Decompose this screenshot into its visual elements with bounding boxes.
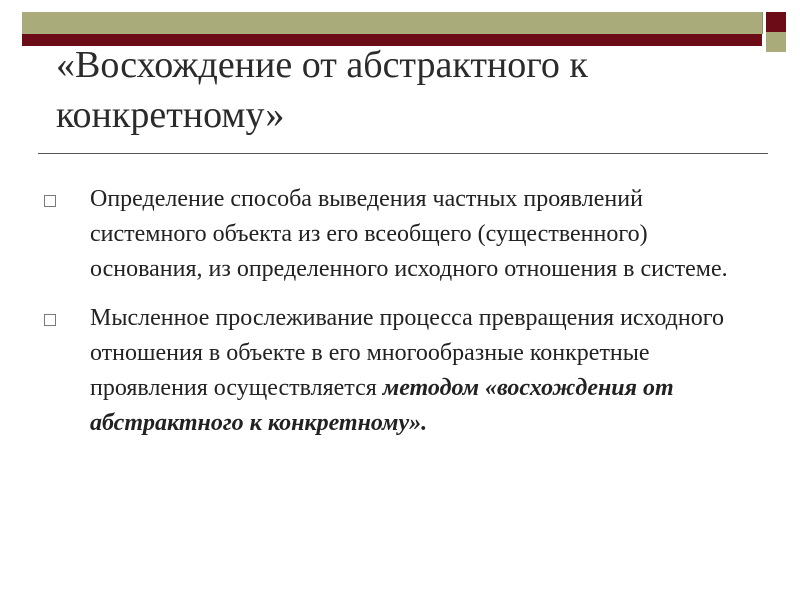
- bullet-item: [40, 182, 740, 287]
- bullet-text-emphasis: методом «восхождения от абстрактного к конкретному».: [90, 375, 674, 436]
- bullet-text: Определение способа выведения частных проявлений системного объекта из его всеобщего (существенного) основания, из определенного исходного отношения в системе.: [90, 186, 728, 282]
- header-band-olive: [22, 12, 763, 34]
- bullet-text: Мысленное прослеживание процесса превращения исходного отношения в объекте в его многообразные конкретные проявления осуществляется: [90, 305, 724, 401]
- square-bullet-icon: [44, 314, 56, 326]
- corner-square-maroon: [766, 12, 786, 32]
- slide-title: [56, 40, 756, 140]
- bullet-item: [40, 301, 740, 441]
- title-divider: [38, 153, 768, 154]
- slide-title-line2: конкретному»: [56, 94, 285, 136]
- corner-square-olive: [766, 32, 786, 52]
- slide-title-line1: «Восхождение от абстрактного к: [56, 44, 588, 86]
- square-bullet-icon: [44, 195, 56, 207]
- bullet-list: [40, 182, 740, 455]
